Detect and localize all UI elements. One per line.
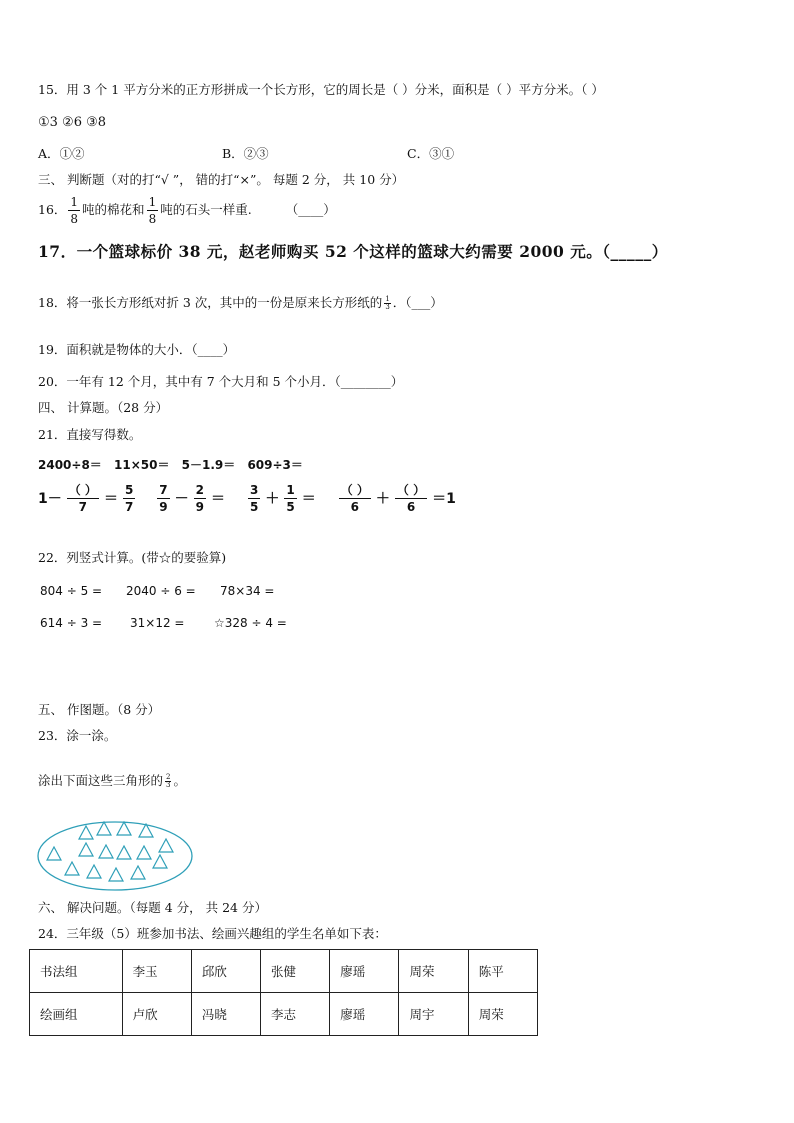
fraction-denominator: 6 [350, 500, 359, 514]
table-cell: 陈平 [468, 950, 537, 993]
calc-lead: 1－ [38, 490, 62, 507]
answer-blank[interactable]: ．（___） [392, 295, 443, 311]
table-cell: 卢欣 [122, 993, 191, 1036]
equals-sign: ＝ [301, 490, 316, 507]
calc-item: 31×12 = [130, 616, 185, 630]
fraction [339, 482, 371, 515]
question-16-mid: 吨的棉花和 [82, 202, 145, 218]
fraction-denominator: 7 [124, 500, 134, 514]
table-cell: 廖瑶 [330, 950, 399, 993]
calc-item: ☆328 ÷ 4 = [214, 616, 287, 630]
triangle-shape[interactable] [47, 847, 61, 860]
calc-item: 78×34 = [220, 584, 275, 598]
fraction [67, 482, 99, 515]
section-6-heading: 六、 解决问题。（每题 4 分， 共 24 分） [38, 900, 267, 915]
fraction [157, 482, 169, 515]
question-15-items: ①3 ②6 ③8 [38, 115, 107, 130]
fraction-denominator: 9 [159, 500, 168, 514]
fraction [284, 482, 296, 515]
triangle-shape[interactable] [131, 866, 145, 879]
calc-item: 11×50＝ [114, 458, 170, 472]
table-cell: 邱欣 [191, 950, 260, 993]
fraction-denominator: 6 [406, 500, 416, 514]
fraction-one-eighth [68, 194, 80, 227]
equals-sign: ＝ [211, 490, 226, 507]
triangle-shape[interactable] [117, 822, 131, 835]
table-cell: 张健 [261, 950, 330, 993]
triangle-shape[interactable] [79, 826, 93, 839]
question-23-text: 涂出下面这些三角形的 [38, 773, 164, 789]
question-23-instruction [38, 774, 186, 789]
triangle-shape[interactable] [99, 845, 113, 858]
fraction [194, 482, 206, 515]
question-15-option-b[interactable]: B．②③ [222, 146, 269, 161]
question-16-suffix: 吨的石头一样重. [160, 202, 252, 218]
fraction-denominator: 7 [78, 500, 88, 514]
triangle-shape[interactable] [159, 839, 173, 852]
table-cell: 周宇 [399, 993, 468, 1036]
question-15-option-a[interactable]: A．①② [38, 146, 85, 161]
fraction-numerator: 1 [286, 483, 295, 497]
fraction-numerator: 5 [124, 483, 134, 497]
fraction-numerator: 3 [250, 483, 259, 497]
table-row [30, 950, 538, 993]
triangle-shape[interactable] [109, 868, 123, 881]
fraction-two-thirds [165, 774, 171, 789]
fraction-numerator: （ ） [340, 483, 369, 497]
fraction-numerator: 1 [148, 195, 157, 209]
fraction-denominator: 5 [250, 500, 259, 514]
triangles-oval-figure[interactable] [34, 818, 198, 896]
question-15-text: 15．用 3 个 1 平方分米的正方形拼成一个长方形，它的周长是（ ）分米，面积是（ ）平方分米。（ ） [38, 82, 604, 97]
equals-sign: ＝ [103, 490, 118, 507]
question-21-row-2 [38, 482, 459, 515]
calc-item: 2400÷8＝ [38, 458, 102, 472]
triangle-shape[interactable] [65, 862, 79, 875]
table-cell: 李志 [261, 993, 330, 1036]
oval-outline [38, 822, 192, 890]
fraction [395, 482, 427, 515]
question-24-text: 24．三年级（5）班参加书法、绘画兴趣组的学生名单如下表： [38, 926, 387, 941]
question-23-end: 。 [173, 773, 186, 789]
triangle-shape[interactable] [87, 865, 101, 878]
fraction-numerator: 1 [70, 195, 79, 209]
table-cell: 周荣 [468, 993, 537, 1036]
question-21-title: 21．直接写得数。 [38, 427, 142, 442]
triangle-shape[interactable] [97, 822, 111, 835]
table-cell: 周荣 [399, 950, 468, 993]
triangle-shape[interactable] [153, 855, 167, 868]
question-15-option-c[interactable]: C．③① [407, 146, 455, 161]
triangle-shape[interactable] [137, 846, 151, 859]
fraction-numerator: （ ） [68, 483, 97, 497]
triangle-shape[interactable] [117, 846, 131, 859]
calc-item: 614 ÷ 3 = [40, 616, 103, 630]
fraction-denominator: 8 [70, 212, 79, 226]
fraction-denominator: 3 [166, 781, 171, 789]
table-row [30, 993, 538, 1036]
fraction-numerator: 7 [159, 483, 168, 497]
minus-sign: － [174, 490, 189, 507]
fraction [123, 482, 135, 515]
plus-sign: ＋ [375, 490, 390, 507]
fraction-numerator: 1 [385, 295, 390, 303]
equals-sign: ＝1 [432, 490, 456, 507]
fraction-numerator: 2 [166, 773, 171, 781]
table-cell: 冯晓 [191, 993, 260, 1036]
question-20: 20．一年有 12 个月，其中有 7 个大月和 5 个小月．（________） [38, 374, 404, 389]
fraction-numerator: （ ） [396, 483, 426, 497]
question-18-text: 18．将一张长方形纸对折 3 次，其中的一份是原来长方形纸的 [38, 295, 383, 311]
question-16 [38, 194, 336, 227]
triangle-shape[interactable] [79, 843, 93, 856]
fraction-one-third [384, 296, 390, 311]
question-19: 19．面积就是物体的大小．（____） [38, 342, 236, 357]
fraction-numerator: 2 [195, 483, 205, 497]
fraction-denominator: 5 [286, 500, 295, 514]
section-5-heading: 五、 作图题。（8 分） [38, 702, 161, 717]
question-16-number: 16． [38, 202, 67, 218]
fraction-denominator: 3 [385, 303, 390, 311]
fraction-denominator: 9 [195, 500, 205, 514]
table-cell: 书法组 [30, 950, 123, 993]
fraction-one-eighth-2 [147, 194, 159, 227]
calc-item: 804 ÷ 5 = [40, 584, 103, 598]
table-cell: 廖瑶 [330, 993, 399, 1036]
calc-item: 2040 ÷ 6 = [126, 584, 196, 598]
question-17: 17．一个篮球标价 38 元，赵老师购买 52 个这样的篮球大约需要 2000 元。（_____） [38, 242, 668, 261]
question-22-title: 22．列竖式计算。(带☆的要验算) [38, 550, 227, 565]
section-4-heading: 四、 计算题。（28 分） [38, 400, 169, 415]
plus-sign: ＋ [265, 490, 280, 507]
answer-blank[interactable]: （____） [285, 202, 336, 218]
question-21-row-1 [38, 459, 303, 471]
table-cell: 李玉 [122, 950, 191, 993]
calc-item: 5－1.9＝ [181, 458, 236, 472]
question-18 [38, 296, 443, 311]
table-cell: 绘画组 [30, 993, 123, 1036]
fraction [248, 482, 260, 515]
fraction-denominator: 8 [148, 212, 157, 226]
interest-group-table [29, 949, 538, 1036]
section-3-heading: 三、 判断题（对的打“√ ”， 错的打“×”。 每题 2 分， 共 10 分） [38, 172, 405, 187]
calc-item: 609÷3＝ [247, 458, 303, 472]
question-23-title: 23．涂一涂。 [38, 728, 117, 743]
